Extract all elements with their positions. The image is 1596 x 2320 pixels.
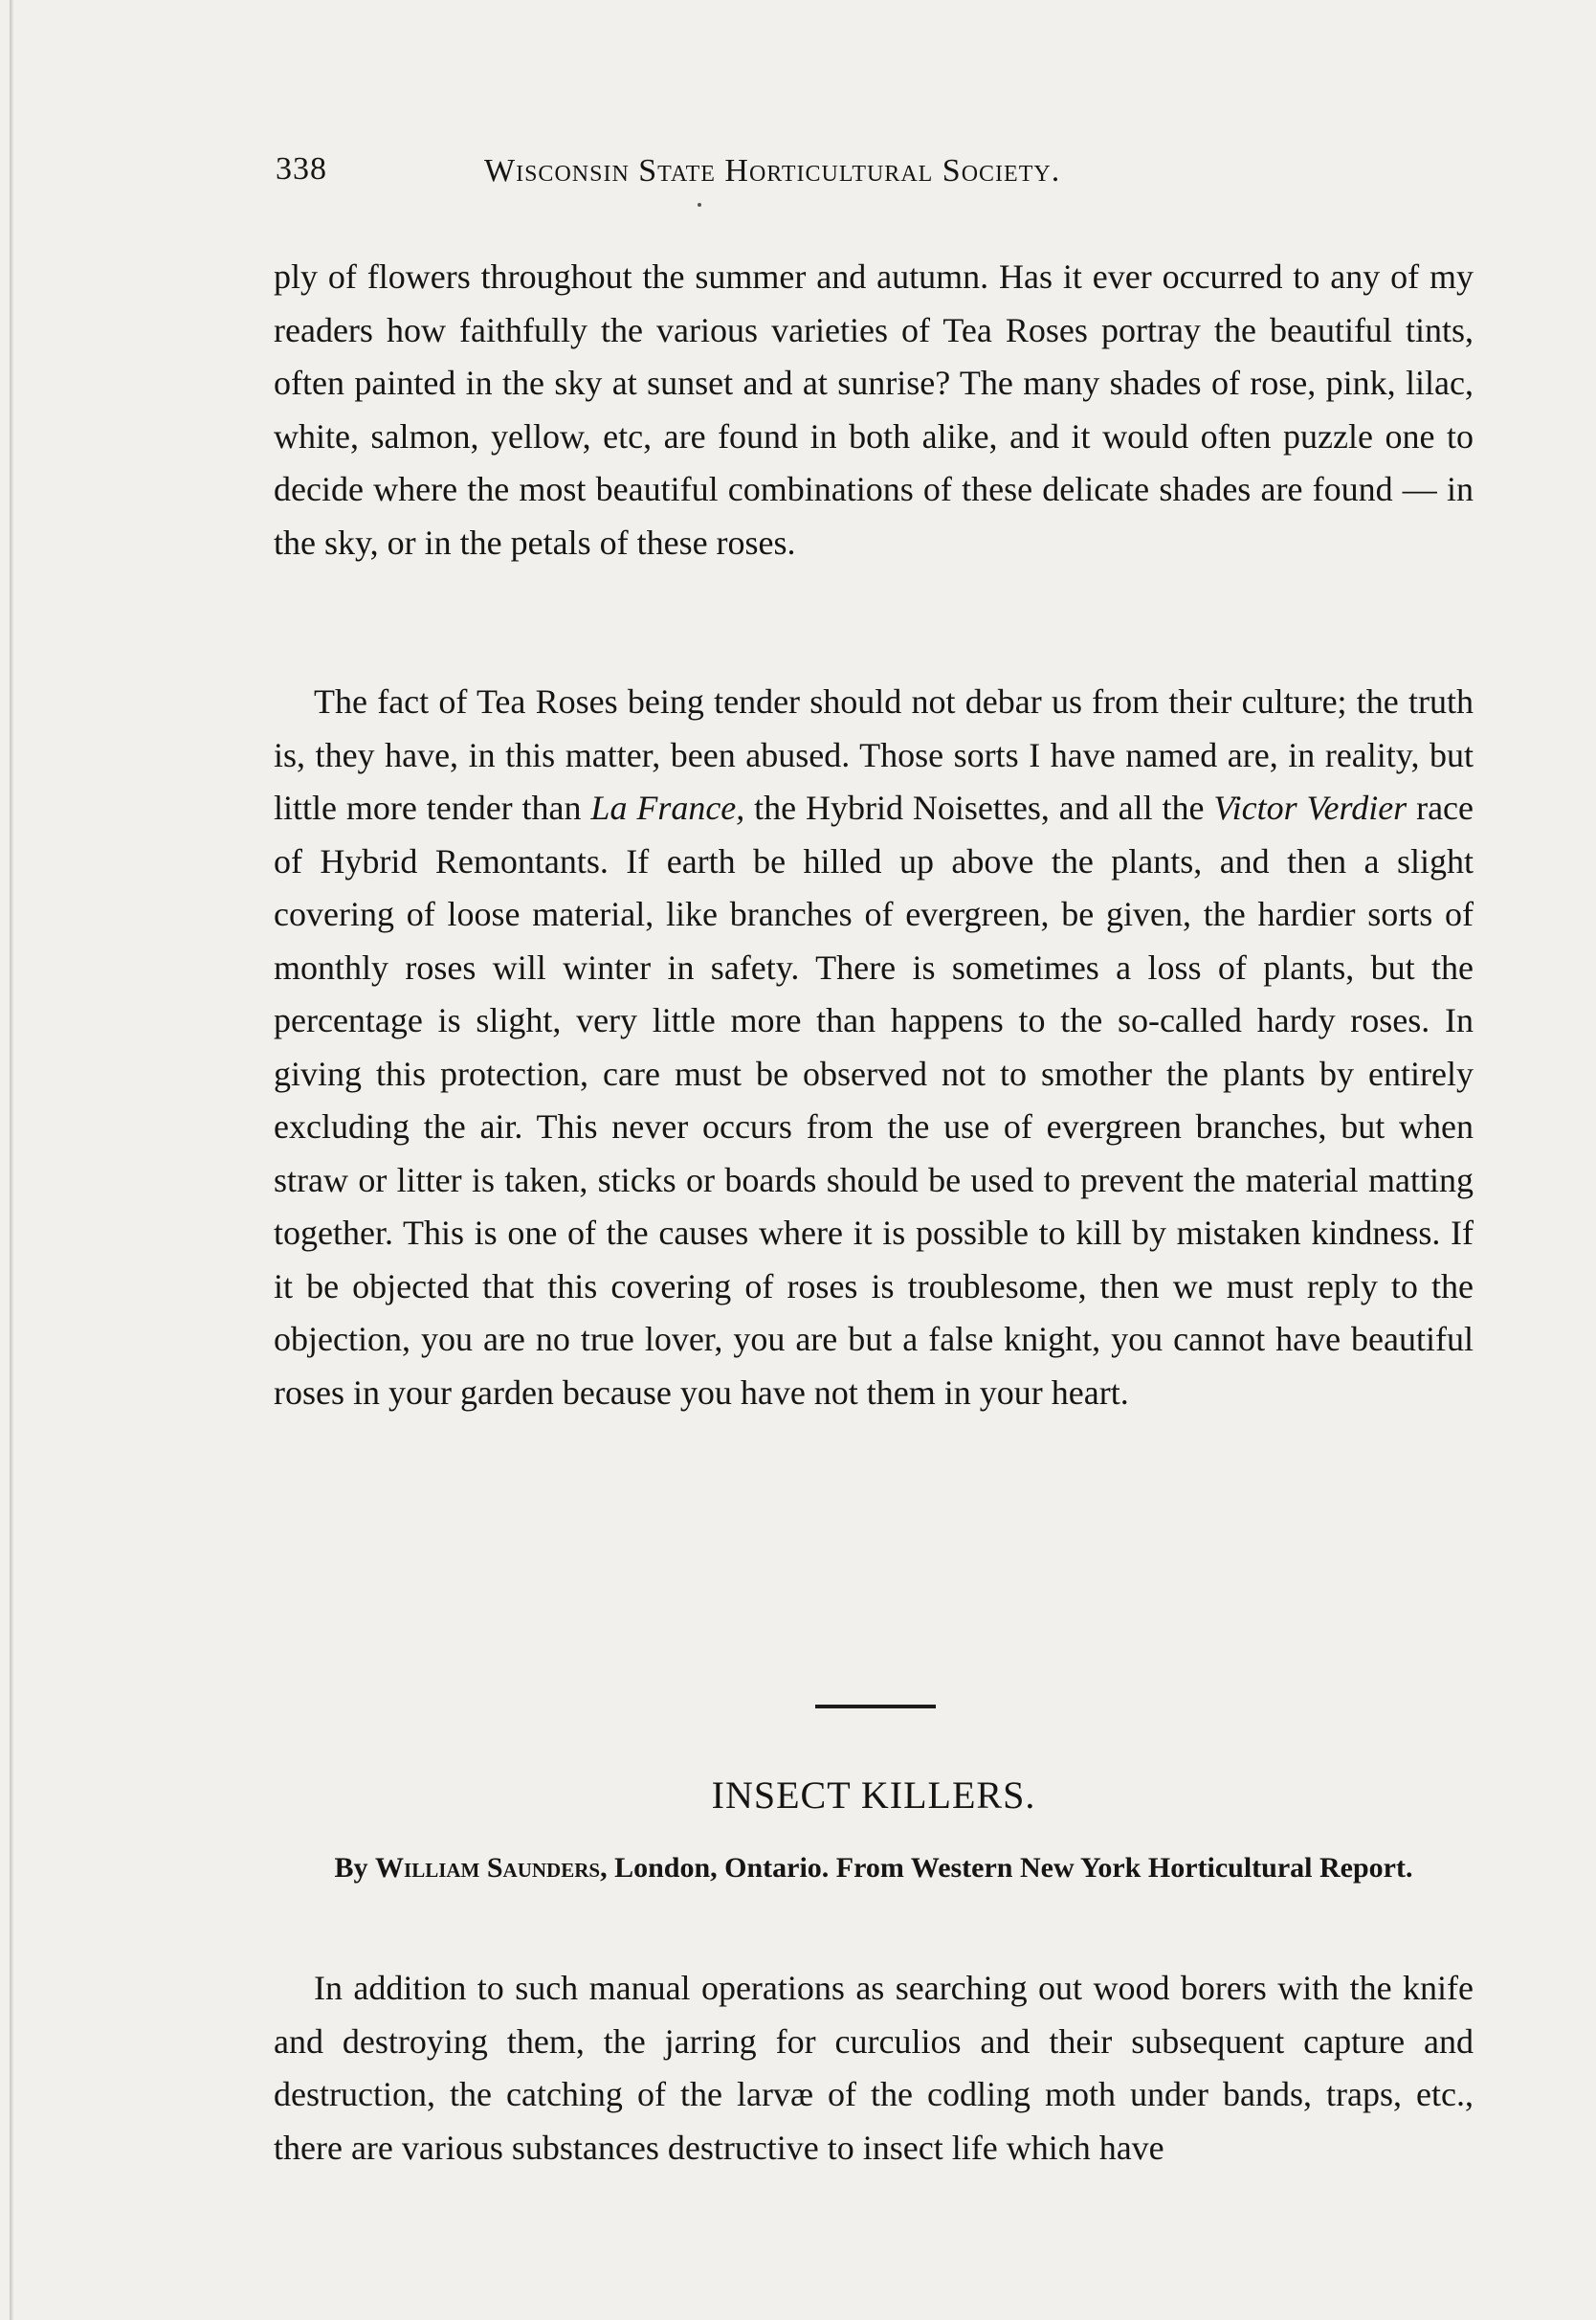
paragraph-tea-roses-culture: [274, 676, 1474, 1419]
byline-prefix: By: [334, 1852, 376, 1884]
page-number: 338: [276, 151, 327, 187]
section-divider: [815, 1705, 936, 1708]
paragraph-text-segment: the Hybrid Noisettes, and all the: [744, 789, 1214, 827]
paragraph-text-segment: The fact of Tea Roses being tender should not debar us from their culture; the truth is, they have, in this matter, been abused. Those sorts I have named are, in reality, but little more tender than: [274, 682, 1474, 827]
italic-rose-name: La France,: [590, 789, 745, 827]
paragraph-insect-killers-intro: In addition to such manual operations as searching out wood borers with the knife and destroying them, the jarring for curculios and their subsequent capture and destruction, the catching of the larvæ of the codling moth under bands, traps, etc., there are various substances destructive to insect life which have: [274, 1969, 1474, 2167]
print-speck: [698, 203, 701, 207]
byline-source: London, Ontario. From Western New York Horticultural Report.: [607, 1852, 1413, 1884]
section-title: INSECT KILLERS.: [711, 1773, 1036, 1817]
byline-author: William Saunders,: [375, 1852, 608, 1884]
italic-rose-name: Victor Verdier: [1213, 789, 1408, 827]
byline: [274, 1846, 1474, 1890]
running-head: Wisconsin State Horticultural Society.: [484, 153, 1061, 189]
page-header: [276, 151, 1328, 199]
page-edge-shadow: [10, 0, 13, 2320]
paragraph-roses-tints: ply of flowers throughout the summer and autumn. Has it ever occurred to any of my readers how faithfully the various varieties of Tea Roses portray the beautiful tints, often painted in the sky at sunset and at sunrise? The many shades of rose, pink, lilac, white, salmon, yellow, etc, are found in both alike, and it would often puzzle one to decide where the most beautiful combinations of these delicate shades are found — in the sky, or in the petals of these roses.: [274, 257, 1474, 562]
paragraph-text-segment: race of Hybrid Remontants. If earth be hilled up above the plants, and then a slight covering of loose material, like branches of evergreen, be given, the hardier sorts of monthly roses will winter in safety. There is sometimes a loss of plants, but the percentage is slight, very little more than happens to the so-called hardy roses. In giving this protection, care must be observed not to smother the plants by entirely excluding the air. This never occurs from the use of evergreen branches, but when straw or litter is taken, sticks or boards should be used to prevent the material matting together. This is one of the causes where it is possible to kill by mistaken kindness. If it be objected that this covering of roses is troublesome, then we must reply to the objection, you are no true lover, you are but a false knight, you cannot have beautiful roses in your garden because you have not them in your heart.: [274, 789, 1474, 1412]
